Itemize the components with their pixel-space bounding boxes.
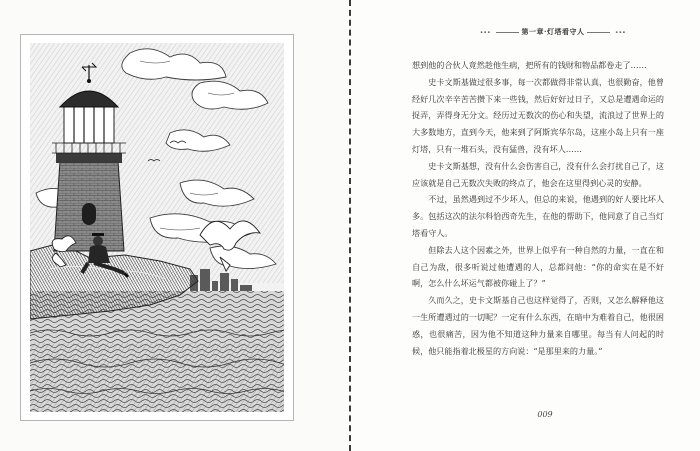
running-head-ornament-left: ∙∙∙ — [480, 28, 491, 36]
illustration-frame — [20, 34, 294, 421]
running-head-separator: · — [544, 27, 547, 36]
running-head-ornament-right: ∙∙∙ — [615, 28, 626, 36]
paragraph: 史卡文斯基想，没有什么会伤害自己，没有什么会打扰自己了，这应该就是自己无数次失败的终点了，他会在这里得到心灵的安静。 — [412, 160, 664, 188]
running-head-rule-right — [587, 32, 610, 33]
chapter-number: 第一章 — [521, 27, 545, 36]
page-number: 009 — [537, 410, 553, 419]
paragraph: 但除去人这个因素之外，世界上似乎有一种自然的力量，一直在和自己为敌，很多听说过他遭遇的人，总都问他：“你的命实在是不好啊，怎么什么坏运气都被你碰上了？” — [412, 244, 664, 289]
chapter-title: 灯塔看守人 — [546, 27, 585, 36]
paragraph: 想到他的合伙人竟然趁他生病，把所有的钱财和物品都卷走了…… — [412, 60, 647, 70]
running-head-rule-left — [496, 32, 519, 33]
running-head-title — [522, 27, 585, 37]
paragraph: 史卡文斯基做过很多事，每一次都做得非常认真，也很勤奋，他曾经好几次辛辛苦苦攒下来一些钱，然后好好过日子，又总是遭遇命运的捉弄，弄得身无分文。经历过无数次的伤心和失望，流浪过了世界上的大多数地方，直到今天，他来到了阿斯宾华尔岛，这座小岛上只有一座灯塔，只有一堆石头，没有猛兽，没有坏人…… — [412, 76, 664, 154]
body-text — [412, 57, 664, 359]
running-head — [478, 25, 628, 39]
paragraph: 不过，虽然遇到过不少坏人，但总的来说，他遇到的好人要比坏人多。包括这次的法尔科恰西奇先生，在他的帮助下，他同意了自己当灯塔看守人。 — [412, 194, 664, 238]
lighthouse-illustration — [30, 43, 284, 412]
paragraph: 久而久之，史卡文斯基自己也这样觉得了，否则，又怎么解释他这一生所遭遇过的一切呢？一定有什么东西，在暗中为难着自己，他很困惑，也很痛苦，因为他不知道这种力量来自哪里。每当有人问起的时候，他只能指着北极星的方向说：“是那里来的力量。” — [412, 295, 664, 356]
page-gutter-divider — [349, 0, 351, 451]
left-page — [0, 0, 348, 451]
